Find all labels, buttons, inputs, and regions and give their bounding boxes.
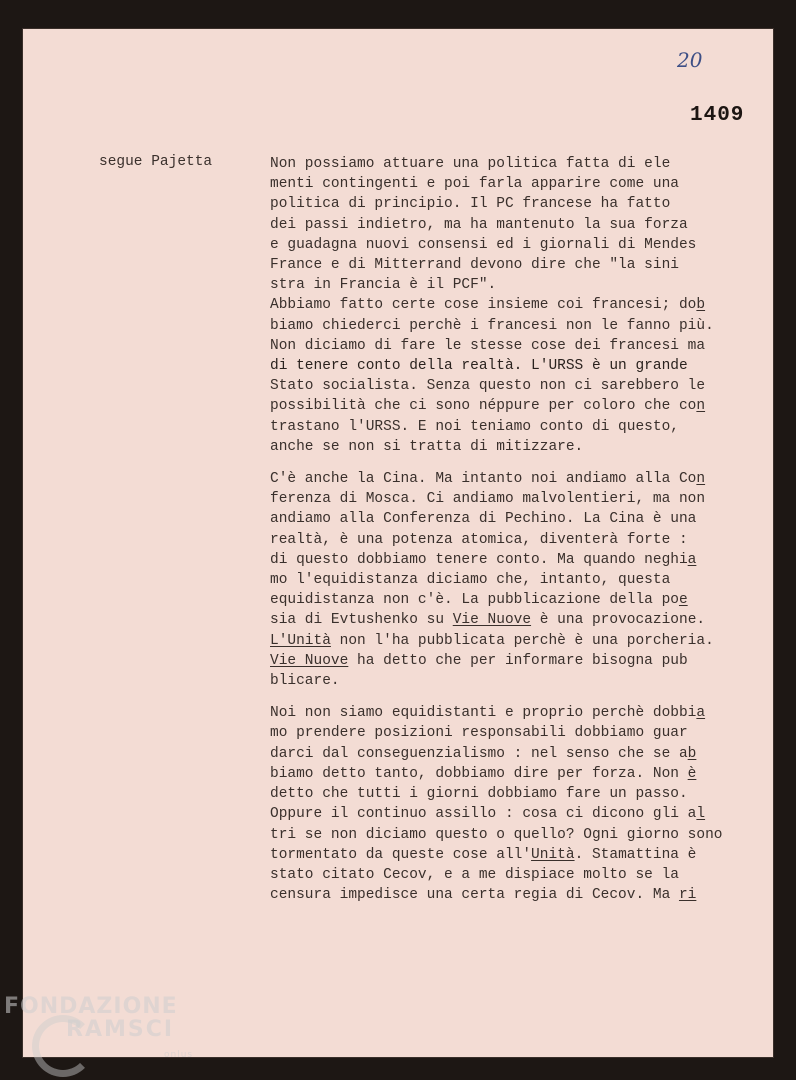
underlined-text: Unità: [531, 846, 575, 863]
text-line: [270, 255, 770, 275]
text-line: [270, 804, 770, 824]
text-segment: ferenza di Mosca. Ci andiamo malvolentieri, ma non: [270, 491, 706, 508]
watermark-sub: onlus: [164, 1050, 194, 1060]
text-line: [270, 376, 770, 396]
text-line: [270, 784, 770, 804]
text-segment: non l'ha pubblicata perchè è una porcheria.: [330, 632, 714, 649]
text-line: [270, 509, 770, 529]
paragraph: [270, 154, 770, 457]
speaker-label: segue Pajetta: [99, 154, 213, 170]
underlined-text: Vie Nuove: [452, 612, 532, 629]
text-segment: . Stamattina è: [574, 846, 697, 863]
text-segment: darci dal conseguenzialismo : nel senso che se a: [270, 745, 688, 762]
text-segment: Oppure il continuo assillo : cosa ci dicono gli a: [270, 806, 697, 823]
watermark-line2: RAMSCI: [66, 1017, 175, 1042]
text-segment: detto che tutti i giorni dobbiamo fare un passo.: [270, 786, 688, 803]
text-line: [270, 295, 770, 315]
text-segment: politica di principio. Il PC francese ha fatto: [270, 196, 671, 213]
text-line: [270, 396, 770, 416]
text-line: [270, 489, 770, 509]
text-line: [270, 671, 770, 691]
text-segment: equidistanza non c'è. La pubblicazione della po: [270, 592, 679, 609]
underlined-text: L'Unità: [270, 632, 331, 649]
text-segment: tri se non diciamo questo o quello? Ogni giorno sono: [270, 826, 723, 843]
underlined-text: a: [696, 705, 706, 722]
text-segment: menti contingenti e poi farla apparire come una: [270, 176, 679, 193]
underlined-text: e: [678, 592, 688, 609]
text-segment: di questo dobbiamo tenere conto. Ma quando neghi: [270, 551, 688, 568]
text-line: [270, 417, 770, 437]
underlined-text: è: [687, 765, 697, 782]
text-line: [270, 194, 770, 214]
underlined-text: b: [687, 745, 697, 762]
text-segment: è una provocazione.: [531, 612, 706, 629]
document-body: [270, 154, 770, 917]
text-segment: stato citato Cecov, e a me dispiace molto se la: [270, 866, 679, 883]
underlined-text: a: [687, 551, 697, 568]
text-line: [270, 154, 770, 174]
text-line: [270, 316, 770, 336]
text-segment: di tenere conto della realtà. L'URSS è un grande: [270, 358, 688, 375]
text-segment: ha detto che per informare bisogna pub: [348, 652, 688, 669]
underlined-text: n: [696, 398, 706, 415]
text-segment: stra in Francia è il PCF".: [270, 277, 497, 294]
text-line: [270, 865, 770, 885]
text-segment: biamo chiederci perchè i francesi non le fanno più.: [270, 317, 714, 334]
text-line: [270, 590, 770, 610]
text-segment: mo prendere posizioni responsabili dobbiamo guar: [270, 725, 688, 742]
text-segment: tormentato da queste cose all': [270, 846, 532, 863]
text-segment: Abbiamo fatto certe cose insieme coi francesi; do: [270, 297, 697, 314]
text-line: [270, 703, 770, 723]
text-line: [270, 356, 770, 376]
handwritten-page-number: 20: [677, 48, 703, 72]
watermark-line1: FONDAZIONE: [4, 994, 178, 1019]
text-segment: realtà, è una potenza atomica, diventerà forte :: [270, 531, 688, 548]
typed-page-number: 1409: [690, 104, 745, 127]
paragraph: [270, 703, 770, 905]
text-segment: mo l'equidistanza diciamo che, intanto, questa: [270, 572, 671, 589]
underlined-text: Vie Nuove: [270, 652, 349, 669]
underlined-text: ri: [678, 887, 697, 904]
text-line: [270, 610, 770, 630]
text-line: [270, 764, 770, 784]
underlined-text: l: [696, 806, 706, 823]
text-segment: C'è anche la Cina. Ma intanto noi andiamo alla Co: [270, 471, 697, 488]
text-line: [270, 744, 770, 764]
text-line: [270, 631, 770, 651]
paragraph: [270, 469, 770, 691]
text-segment: Noi non siamo equidistanti e proprio perchè dobbi: [270, 705, 697, 722]
fondazione-gramsci-watermark: [4, 994, 194, 1060]
text-line: [270, 885, 770, 905]
text-segment: e guadagna nuovi consensi ed i giornali di Mendes: [270, 236, 697, 253]
text-segment: sia di Evtushenko su: [270, 612, 453, 629]
underlined-text: b: [696, 297, 706, 314]
text-segment: Non possiamo attuare una politica fatta di ele: [270, 156, 671, 172]
text-segment: andiamo alla Conferenza di Pechino. La Cina è una: [270, 511, 697, 528]
text-segment: Stato socialista. Senza questo non ci sarebbero le: [270, 378, 706, 395]
text-segment: blicare.: [270, 673, 340, 690]
text-line: [270, 275, 770, 295]
text-line: [270, 530, 770, 550]
text-line: [270, 174, 770, 194]
document-page: [22, 28, 774, 1058]
text-line: [270, 651, 770, 671]
text-line: [270, 845, 770, 865]
text-line: [270, 215, 770, 235]
text-line: [270, 336, 770, 356]
text-segment: possibilità che ci sono néppure per coloro che co: [270, 398, 697, 415]
text-line: [270, 469, 770, 489]
text-line: [270, 825, 770, 845]
text-line: [270, 550, 770, 570]
text-line: [270, 723, 770, 743]
text-segment: anche se non si tratta di mitizzare.: [270, 438, 584, 455]
underlined-text: n: [696, 471, 706, 488]
text-line: [270, 235, 770, 255]
text-segment: dei passi indietro, ma ha mantenuto la sua forza: [270, 216, 688, 233]
text-segment: biamo detto tanto, dobbiamo dire per forza. Non: [270, 765, 688, 782]
text-segment: censura impedisce una certa regia di Cecov. Ma: [270, 887, 679, 904]
text-segment: trastano l'URSS. E noi teniamo conto di questo,: [270, 418, 679, 435]
text-segment: France e di Mitterrand devono dire che "la sini: [270, 257, 679, 274]
text-segment: Non diciamo di fare le stesse cose dei francesi ma: [270, 337, 706, 354]
text-line: [270, 437, 770, 457]
text-line: [270, 570, 770, 590]
